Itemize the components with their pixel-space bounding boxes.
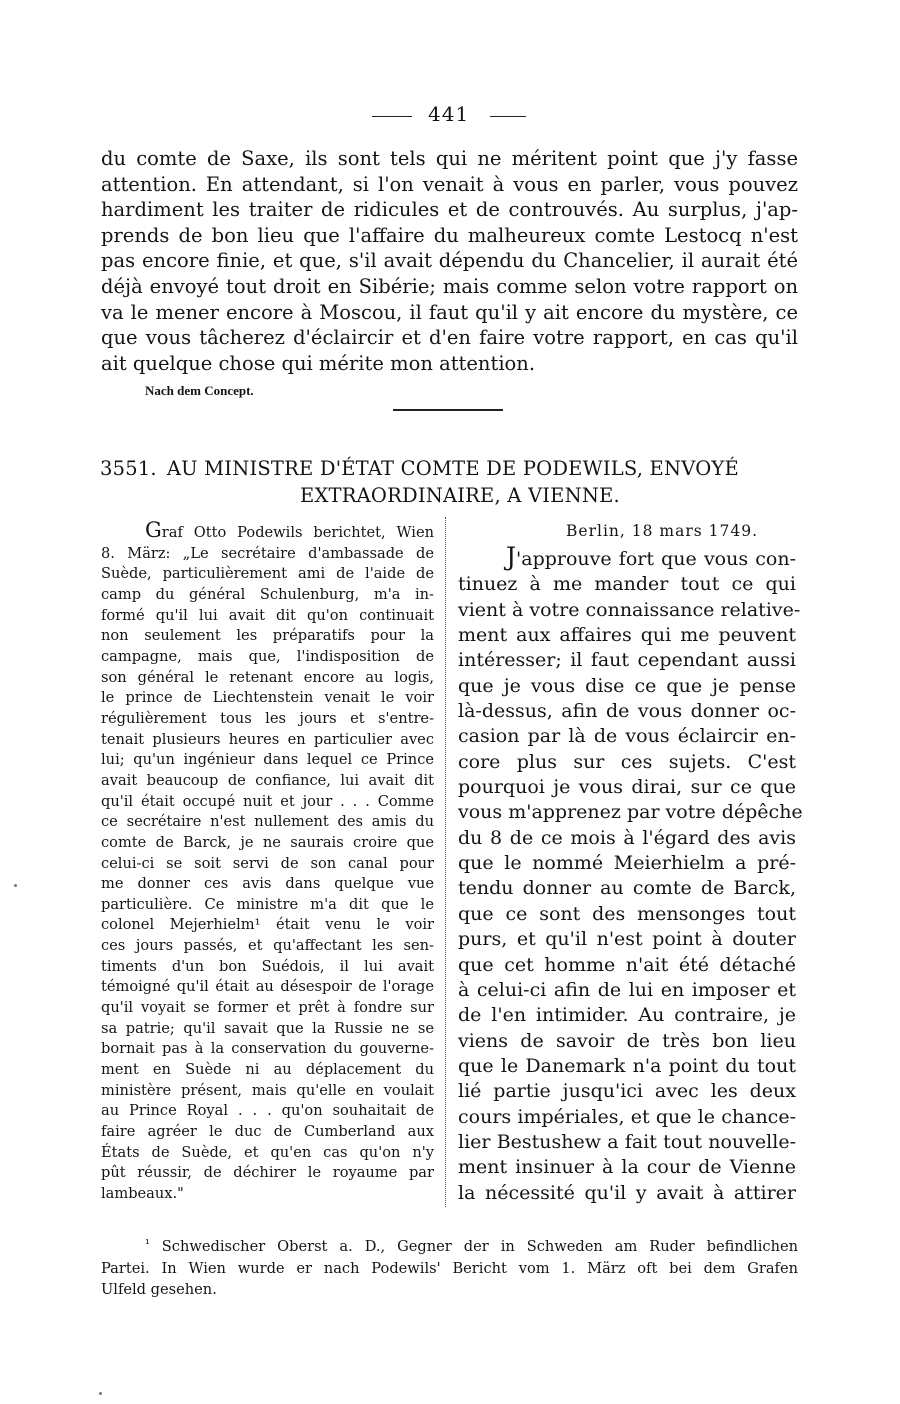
heading-line-1: AU MINISTRE D'ÉTAT COMTE DE PODEWILS, ENVOYÉ [166, 457, 739, 480]
text-line: celui-ci se soit servi de son canal pour [101, 854, 434, 872]
text-line: que ce sont des mensonges tout [458, 902, 796, 925]
text-line: de l'en intimider. Au contraire, je [458, 1004, 796, 1027]
text-line: Suède, particulièrement ami de l'aide de [101, 565, 434, 583]
text-line: ment en Suède ni au déplacement du [101, 1061, 434, 1079]
continued-letter-paragraph [101, 146, 798, 376]
text-line: sa patrie; qu'il savait que la Russie ne se [101, 1019, 434, 1037]
text-line: que cet homme n'ait été détaché [458, 953, 796, 976]
text-line: hardiment les traiter de ridicules et de controuvés. Au surplus, j'ap- [101, 198, 798, 222]
text-line: campagne, mais que, l'indisposition de [101, 647, 434, 665]
text-line: J'approuve fort que vous con- [506, 542, 796, 571]
text-line: pût réussir, de déchirer le royaume par [101, 1164, 434, 1182]
text-line: que vous tâcherez d'éclaircir et d'en faire votre rapport, en cas qu'il [101, 326, 798, 350]
text-line: qu'il voyait se former et prêt à fondre sur [101, 999, 434, 1017]
footnote-marker: ¹ [145, 1237, 150, 1251]
text-line: me donner ces avis dans quelque vue [101, 875, 434, 893]
text-line: Graf Otto Podewils berichtet, Wien [145, 518, 434, 542]
paper-speck [99, 1392, 102, 1395]
initial-letter: J [506, 542, 517, 571]
text-line: va le mener encore à Moscou, il faut qu'il y ait encore du mystère, ce [101, 300, 798, 324]
text-line: casion par là de vous éclaircir en- [458, 725, 796, 748]
text-line: que je vous dise ce que je pense [458, 674, 796, 697]
text-line: vient à votre connaissance relative- [458, 598, 801, 621]
text-line: ment aux affaires qui me peuvent [458, 624, 796, 647]
text-line: que le Danemark n'a point du tout [458, 1054, 796, 1077]
page-number: 441 [428, 102, 470, 126]
heading-line-2: EXTRAORDINAIRE, A VIENNE. [300, 484, 620, 507]
text-line: avait beaucoup de confiance, lui avait dit [101, 771, 434, 789]
page-header [0, 100, 900, 132]
text-line: du comte de Saxe, ils sont tels qui ne méritent point que j'y fasse [101, 147, 798, 170]
header-rule-right [490, 116, 526, 117]
text-line: ces jours passés, et qu'affectant les sen- [101, 937, 434, 955]
dateline: Berlin, 18 mars 1749. [566, 522, 758, 540]
header-rule-left [372, 116, 412, 117]
text-line: vous m'apprenez par votre dépêche [458, 801, 803, 824]
text-line: intéresser; il faut cependant aussi [458, 649, 796, 672]
text-line: camp du général Schulenburg, m'a in- [101, 585, 434, 603]
text-line: prends de bon lieu que l'affaire du malheureux comte Lestocq n'est [101, 223, 798, 247]
text-line: à celui-ci afin de lui en imposer et [458, 978, 796, 1001]
text-line: cours impériales, et que le chance- [458, 1105, 796, 1128]
text-line: formé qu'il lui avait dit qu'on continuait [101, 606, 434, 624]
letter-column [458, 518, 803, 1206]
text-line: attention. En attendant, si l'on venait à vous en parler, vous pouvez [101, 172, 798, 196]
text-line: core plus sur ces sujets. C'est [458, 750, 796, 773]
text-line: le prince de Liechtenstein venait le voir [101, 689, 434, 707]
text-line: lié partie jusqu'ici avec les deux [458, 1080, 796, 1103]
text-line: pas encore finie, et que, s'il avait dépendu du Chancelier, il aurait été [101, 249, 798, 273]
text-line: son général le retenant encore au logis, [101, 668, 434, 686]
text-line: du 8 de ce mois à l'égard des avis [458, 826, 796, 849]
text-line: au Prince Royal . . . qu'on souhaitait de [101, 1102, 434, 1120]
text-line: lier Bestushew a fait tout nouvelle- [458, 1130, 796, 1153]
document-number: 3551. [100, 457, 157, 480]
column-divider [445, 517, 446, 1207]
text-line: viens de savoir de très bon lieu [458, 1029, 796, 1052]
source-note: Nach dem Concept. [145, 383, 254, 398]
text-line: purs, et qu'il n'est point à douter [458, 928, 796, 951]
text-line: particulière. Ce ministre m'a dit que le [101, 895, 434, 913]
text-line: lui; qu'un ingénieur dans lequel ce Prince [101, 751, 434, 769]
text-line: témoigné qu'il était au désespoir de l'orage [101, 978, 434, 996]
text-line: tinuez à me mander tout ce qui [458, 573, 796, 596]
text-line: comte de Barck, je ne saurais croire que [101, 833, 434, 851]
text-line: États de Suède, et qu'en cas qu'on n'y [101, 1143, 434, 1161]
text-line: tenait plusieurs heures en particulier avec [101, 730, 434, 748]
text-line: là-dessus, afin de vous donner oc- [458, 700, 796, 723]
text-line: tendu donner au comte de Barck, [458, 877, 796, 900]
text-line: Ulfeld gesehen. [101, 1281, 217, 1298]
report-summary-column [101, 520, 434, 1205]
text-line: bornait pas à la conservation du gouverne- [101, 1040, 434, 1058]
text-line: ministère présent, mais qu'elle en voulait [101, 1081, 434, 1099]
text-line: timents d'un bon Suédois, il lui avait [101, 957, 434, 975]
text-line: qu'il était occupé nuit et jour . . . Comme [101, 792, 434, 810]
text-line: ce secrétaire n'est nullement des amis du [101, 813, 434, 831]
text-line: $^{^1}$ Schwedischer Oberst a. D., Gegner der in Schweden am Ruder befindlichen [145, 1237, 798, 1255]
text-line: non seulement les préparatifs pour la [101, 627, 434, 645]
text-line: ait quelque chose qui mérite mon attention. [101, 351, 536, 375]
text-line: colonel Mejerhielm¹ était venu le voir [101, 916, 434, 934]
text-line: ment insinuer à la cour de Vienne [458, 1156, 796, 1179]
text-line: Partei. In Wien wurde er nach Podewils' Bericht vom 1. März oft bei dem Grafen [101, 1259, 798, 1277]
paper-speck [14, 884, 17, 887]
text-line: déjà envoyé tout droit en Sibérie; mais comme selon votre rapport on [101, 274, 798, 298]
text-line: régulièrement tous les jours et s'entre- [101, 709, 434, 727]
initial-letter: G [145, 518, 162, 542]
document-heading [100, 455, 800, 509]
section-separator-rule [393, 409, 503, 411]
text-line: la nécessité qu'il y avait à attirer [458, 1181, 796, 1204]
footnote [101, 1234, 798, 1301]
text-line: 8. März: „Le secrétaire d'ambassade de [101, 544, 434, 562]
text-line: faire agréer le duc de Cumberland aux [101, 1123, 434, 1141]
text-line: pourquoi je vous dirai, sur ce que [458, 776, 796, 799]
text-line: que le nommé Meierhielm a pré- [458, 852, 796, 875]
text-line: lambeaux." [101, 1185, 184, 1202]
